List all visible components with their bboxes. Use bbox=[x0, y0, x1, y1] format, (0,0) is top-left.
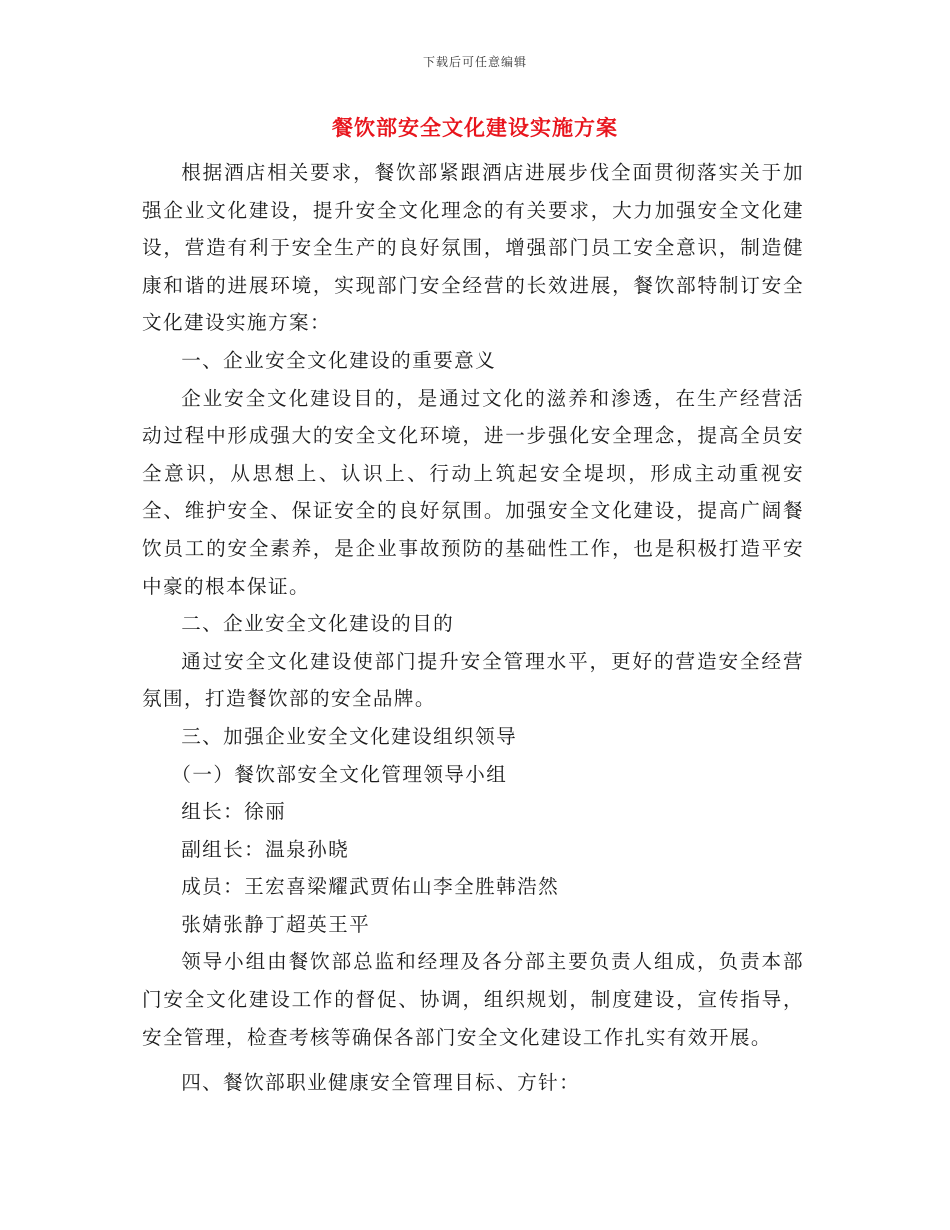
document-title: 餐饮部安全文化建设实施方案 bbox=[332, 115, 618, 140]
document-body bbox=[142, 154, 804, 1102]
group-members-continued: 张婧张静丁超英王平 bbox=[181, 912, 371, 936]
group-deputy-leader: 副组长：温泉孙晓 bbox=[181, 837, 350, 861]
section-1-body: 企业安全文化建设目的，是通过文化的滋养和渗透，在生产经营活动过程中形成强大的安全文化环境，进一步强化安全理念，提高全员安全意识，从思想上、认识上、行动上筑起安全堤坝，形成主动重视安全、维护安全、保证安全的良好氛围。加强安全文化建设，提高广阔餐饮员工的安全素养，是企业事故预防的基础性工作，也是积极打造平安中豪的根本保证。 bbox=[142, 386, 804, 598]
section-1-heading: 一、企业安全文化建设的重要意义 bbox=[181, 348, 497, 372]
section-4-heading: 四、餐饮部职业健康安全管理目标、方针： bbox=[181, 1071, 581, 1095]
group-members: 成员：王宏喜梁耀武贾佑山李全胜韩浩然 bbox=[181, 875, 560, 899]
intro-paragraph: 根据酒店相关要求，餐饮部紧跟酒店进展步伐全面贯彻落实关于加强企业文化建设，提升安全文化理念的有关要求，大力加强安全文化建设，营造有利于安全生产的良好氛围，增强部门员工安全意识，制造健康和谐的进展环境，实现部门安全经营的长效进展，餐饮部特制订安全文化建设实施方案： bbox=[142, 161, 804, 335]
section-2-heading: 二、企业安全文化建设的目的 bbox=[181, 612, 455, 636]
section-2-body: 通过安全文化建设使部门提升安全管理水平，更好的营造安全经营氛围，打造餐饮部的安全品牌。 bbox=[142, 649, 804, 711]
section-3-body: 领导小组由餐饮部总监和经理及各分部主要负责人组成，负责本部门安全文化建设工作的督促、协调，组织规划，制度建设，宣传指导，安全管理，检查考核等确保各部门安全文化建设工作扎实有效开展。 bbox=[142, 950, 804, 1049]
section-3-heading: 三、加强企业安全文化建设组织领导 bbox=[181, 724, 518, 748]
page-header-note: 下载后可任意编辑 bbox=[422, 55, 527, 69]
section-3-subheading: （一）餐饮部安全文化管理领导小组 bbox=[171, 762, 508, 786]
group-leader: 组长：徐丽 bbox=[181, 800, 287, 824]
